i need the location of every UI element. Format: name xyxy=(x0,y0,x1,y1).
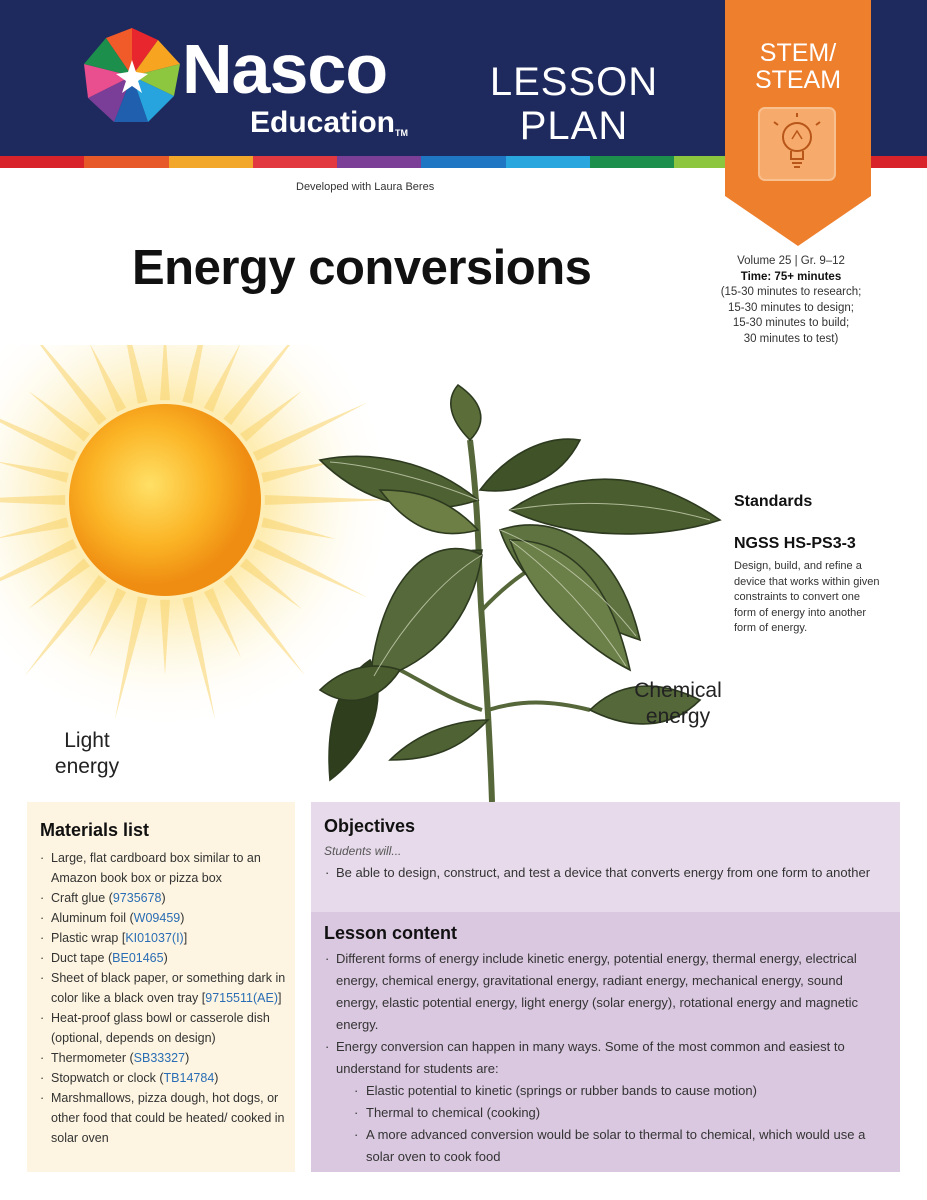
chemical-energy-label: Chemical energy xyxy=(634,679,722,728)
plant-illustration xyxy=(310,380,740,802)
ngss-description: Design, build, and refine a device that works within given constraints to convert one form of energy into another form of energy. xyxy=(734,560,880,634)
lesson-sub-bullet: · Thermal to chemical (cooking) xyxy=(324,1102,884,1124)
brand-name: Nasco xyxy=(182,30,388,108)
product-code-link[interactable]: 9735678 xyxy=(112,891,162,905)
lesson-content-panel xyxy=(311,912,900,1172)
volume-info: Volume 25 | Gr. 9–12 Time: 75+ minutes (15-30 minutes to research; 15-30 minutes to design; 15-30 minutes to build; 30 minutes to test) xyxy=(720,255,862,345)
lesson-bullet: · Different forms of energy include kinetic energy, potential energy, thermal energy, electrical energy, chemical energy, gravitational energy, radiant energy, mechanical energy, sound energy, elastic potential energy, light energy (solar energy), rotational energy and magnetic energy. xyxy=(324,948,884,1036)
product-code-link[interactable]: SB33327 xyxy=(133,1051,186,1065)
materials-list xyxy=(39,848,289,1148)
materials-item: · Large, flat cardboard box similar to an Amazon book box or pizza box xyxy=(39,848,289,888)
materials-item: · Aluminum foil (W09459) xyxy=(39,908,289,928)
nasco-logo-icon xyxy=(82,26,182,126)
materials-heading: Materials list xyxy=(40,820,150,840)
materials-item: · Sheet of black paper, or something dark in color like a black oven tray [9715511(AE)] xyxy=(39,968,289,1008)
materials-item: · Thermometer (SB33327) xyxy=(39,1048,289,1068)
lesson-sub-bullet: · Elastic potential to kinetic (springs or rubber bands to cause motion) xyxy=(324,1080,884,1102)
stem-badge-label: STEM/ STEAM xyxy=(754,39,842,94)
materials-panel xyxy=(27,802,295,1172)
objective-item: · Be able to design, construct, and test a device that converts energy from one form to another xyxy=(324,862,896,884)
materials-item: · Heat-proof glass bowl or casserole dish (optional, depends on design) xyxy=(39,1008,289,1048)
materials-item: · Marshmallows, pizza dough, hot dogs, or other food that could be heated/ cooked in solar oven xyxy=(39,1088,289,1148)
materials-item: · Stopwatch or clock (TB14784) xyxy=(39,1068,289,1088)
lesson-plan-heading: LESSON PLAN xyxy=(489,60,659,148)
ngss-code: NGSS HS-PS3-3 xyxy=(734,535,856,552)
standards-heading: Standards xyxy=(734,493,813,510)
developed-by-credit: Developed with Laura Beres xyxy=(296,181,435,193)
product-code-link[interactable]: TB14784 xyxy=(163,1071,215,1085)
lightbulb-icon xyxy=(758,107,836,181)
lesson-sub-bullet: · A more advanced conversion would be solar to thermal to chemical, which would use a solar oven to cook food xyxy=(324,1124,884,1168)
product-code-link[interactable]: W09459 xyxy=(133,911,181,925)
light-energy-label: Light energy xyxy=(54,729,120,778)
lesson-bullet: · Energy conversion can happen in many ways. Some of the most common and easiest to understand for students are: xyxy=(324,1036,884,1080)
lesson-content-list xyxy=(324,948,884,1168)
objectives-panel xyxy=(311,802,900,912)
materials-item: · Craft glue (9735678) xyxy=(39,888,289,908)
product-code-link[interactable]: BE01465 xyxy=(112,951,164,965)
lesson-content-heading: Lesson content xyxy=(324,923,458,943)
product-code-link[interactable]: KI01037(I) xyxy=(125,931,184,945)
product-code-link[interactable]: 9715511(AE) xyxy=(205,991,278,1005)
page-title: Energy conversions xyxy=(132,241,592,295)
objectives-heading: Objectives xyxy=(324,816,416,836)
objectives-intro: Students will... xyxy=(324,844,402,858)
brand-subtitle: EducationTM xyxy=(250,106,409,139)
materials-item: · Duct tape (BE01465) xyxy=(39,948,289,968)
materials-item: · Plastic wrap [KI01037(I)] xyxy=(39,928,289,948)
